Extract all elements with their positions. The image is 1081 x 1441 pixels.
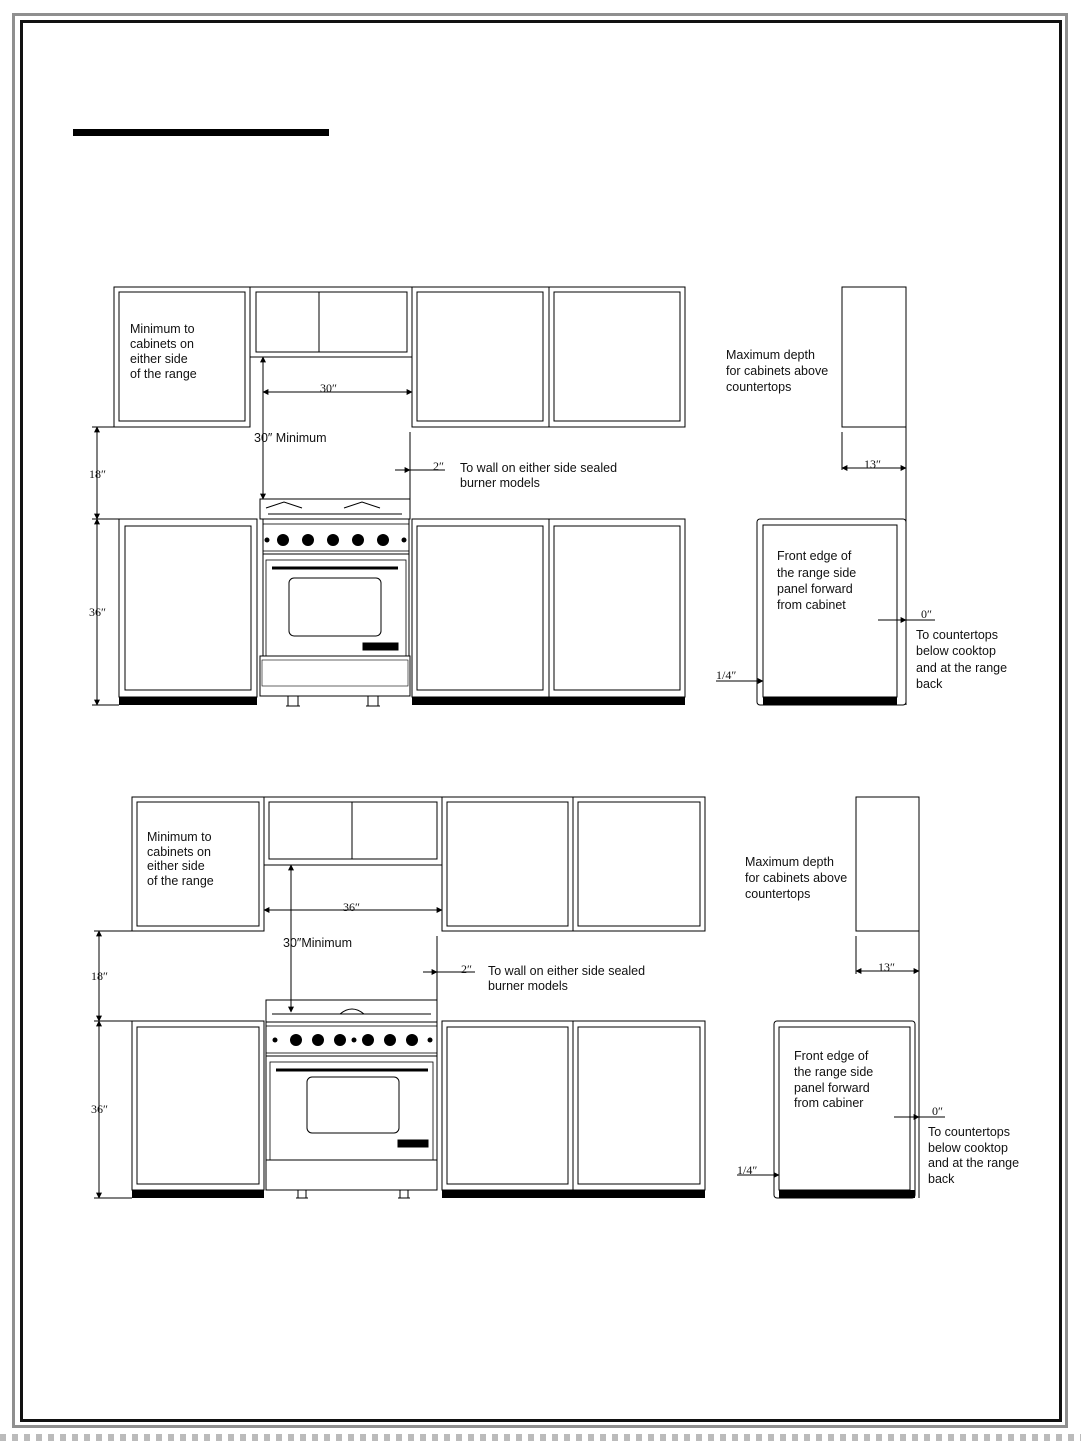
base-cabinets: [132, 1021, 705, 1190]
countertop-note: To countertops below cooktop and at the range back: [928, 1125, 1020, 1186]
depth-dimension: 13″: [864, 457, 881, 471]
zero-dimension: 0″: [921, 607, 932, 621]
max-depth-label: Maximum depth for cabinets above countertops: [745, 855, 848, 901]
min-clearance-label: 30″ Minimum: [254, 431, 327, 445]
quarter-inch-dimension: 1/4″: [737, 1163, 758, 1177]
front-edge-label: Front edge of the range side panel forward from cabinet: [777, 549, 857, 612]
upper-gap-dimension: 18″: [91, 969, 108, 983]
countertop-note: To countertops below cooktop and at the range back: [916, 628, 1008, 691]
toe-kicks: [132, 1190, 705, 1198]
upper-gap-dimension: 18″: [89, 467, 106, 481]
base-cabinets: [119, 519, 685, 697]
side-gap-dimension: 2″: [461, 962, 472, 976]
counter-height-dimension: 36″: [91, 1102, 108, 1116]
range-30-inch: [260, 499, 410, 706]
width-dimension: 30″: [320, 381, 337, 395]
range-36-inch: [266, 1000, 437, 1198]
range-knobs: [273, 1034, 433, 1046]
front-edge-label: Front edge of the range side panel forward from cabiner: [794, 1049, 874, 1110]
upper-cabinets: [114, 287, 685, 427]
dimension-lines: [94, 865, 945, 1198]
min-side-label: Minimum to cabinets on either side of the range: [130, 322, 197, 381]
min-clearance-label: 30″Minimum: [283, 936, 353, 950]
upper-cabinets: [132, 797, 705, 931]
wall-note: To wall on either side sealed burner models: [488, 964, 646, 993]
width-dimension: 36″: [343, 900, 360, 914]
range-knobs: [265, 534, 407, 546]
counter-height-dimension: 36″: [89, 605, 106, 619]
toe-kicks: [119, 697, 685, 705]
side-gap-dimension: 2″: [433, 459, 444, 473]
max-depth-label: Maximum depth for cabinets above countertops: [726, 348, 829, 394]
zero-dimension: 0″: [932, 1104, 943, 1118]
quarter-inch-dimension: 1/4″: [716, 668, 737, 682]
dimension-lines: [92, 357, 935, 705]
wall-note: To wall on either side sealed burner models: [460, 461, 618, 490]
depth-dimension: 13″: [878, 960, 895, 974]
min-side-label: Minimum to cabinets on either side of the range: [147, 830, 214, 888]
